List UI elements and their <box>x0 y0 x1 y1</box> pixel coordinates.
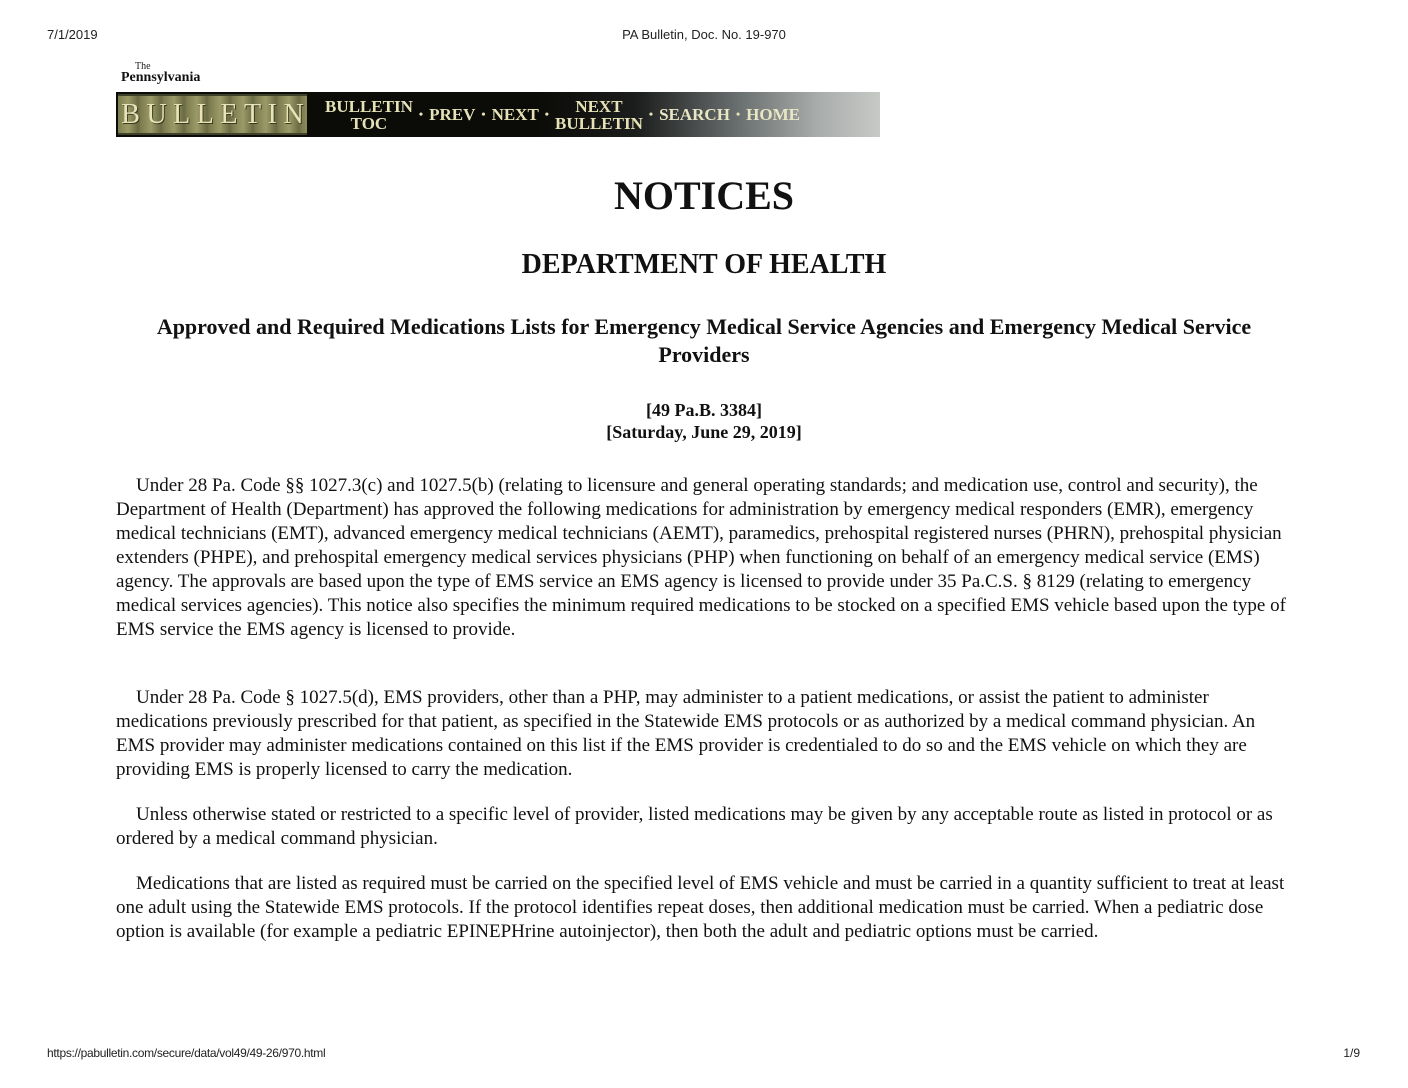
nav-separator-icon: • <box>735 107 741 121</box>
logo-letter: I <box>267 98 277 130</box>
banner-pennsylvania: Pennsylvania <box>121 70 201 85</box>
print-footer-url: https://pabulletin.com/secure/data/vol49/49-26/970.html <box>47 1046 326 1060</box>
nav-separator-icon: • <box>544 107 549 121</box>
banner-masthead <box>121 62 200 85</box>
nav-prev-link[interactable]: PREV <box>429 105 476 124</box>
nav-next-link[interactable]: NEXT <box>491 105 539 124</box>
logo-letter: L <box>173 98 191 130</box>
logo-letter: B <box>121 98 140 130</box>
nav-search-link[interactable]: SEARCH <box>659 105 730 124</box>
banner-the: The <box>135 61 151 72</box>
paragraph: Unless otherwise stated or restricted to a specific level of provider, listed medications may be given by any acceptable route as listed in protocol or as ordered by a medical command physician. <box>116 804 1273 849</box>
notice-title: Approved and Required Medications Lists for Emergency Medical Service Agencies and Emergency Medical Service Providers <box>156 314 1252 367</box>
nav-separator-icon: • <box>648 107 654 121</box>
logo-letter: E <box>220 98 238 130</box>
publication-date: [Saturday, June 29, 2019] <box>606 422 802 442</box>
logo-letter: N <box>283 98 304 130</box>
department-heading: DEPARTMENT OF HEALTH <box>521 249 887 280</box>
section-heading: NOTICES <box>613 173 795 218</box>
nav-next-bulletin-line2: BULLETIN <box>555 113 643 133</box>
nav-bulletin-toc-line1: BULLETIN <box>325 96 413 116</box>
logo-letter: T <box>244 98 262 130</box>
print-footer-page-number: 1/9 <box>1343 1046 1360 1060</box>
citation: [49 Pa.B. 3384] <box>646 400 762 420</box>
nav-separator-icon: • <box>418 107 424 121</box>
bulletin-logo[interactable] <box>118 94 307 135</box>
nav-next-bulletin-line1: NEXT <box>575 96 623 116</box>
print-header-title: PA Bulletin, Doc. No. 19-970 <box>622 27 786 42</box>
bulletin-nav-banner <box>116 92 880 137</box>
nav-home-link[interactable]: HOME <box>746 105 800 124</box>
print-header-date: 7/1/2019 <box>47 27 98 42</box>
nav-bulletin-toc-link[interactable] <box>325 98 413 132</box>
paragraph: Medications that are listed as required must be carried on the specified level of EMS vehicle and must be carried in a quantity sufficient to treat at least one adult using the Statewide EMS protocols. If the protocol identifies repeat doses, then additional medication must be carried. When a pediatric dose option is available (for example a pediatric EPINEPHrine autoinjector), then both the adult and pediatric options must be carried. <box>116 873 1285 942</box>
logo-letter: L <box>196 98 214 130</box>
paragraph: Under 28 Pa. Code § 1027.5(d), EMS providers, other than a PHP, may administer to a patient medications, or assist the patient to administer medications previously prescribed for that patient, as specified in the Statewide EMS protocols or as authorized by a medical command physician. An EMS provider may administer medications contained on this list if the EMS provider is credentialed to do so and the EMS vehicle on which they are providing EMS is properly licensed to carry the medication. <box>116 687 1256 780</box>
nav-next-bulletin-link[interactable] <box>555 98 643 132</box>
nav-separator-icon: • <box>481 107 486 121</box>
logo-letter: U <box>146 98 167 130</box>
citation-block <box>116 399 1292 443</box>
nav-bulletin-toc-line2: TOC <box>350 113 388 133</box>
paragraph: Under 28 Pa. Code §§ 1027.3(c) and 1027.5(b) (relating to licensure and general operating standards; and medication use, control and security), the Department of Health (Department) has approved the following medications for administration by emergency medical responders (EMR), emergency medical technicians (EMT), advanced emergency medical technicians (AEMT), paramedics, prehospital registered nurses (PHRN), prehospital physician extenders (PHPE), and prehospital emergency medical services physicians (PHP) when functioning on behalf of an emergency medical service (EMS) agency. The approvals are based upon the type of EMS service an EMS agency is licensed to provide under 35 Pa.C.S. § 8129 (relating to emergency medical services agencies). This notice also specifies the minimum required medications to be stocked on a specified EMS vehicle based upon the type of EMS service the EMS agency is licensed to provide. <box>116 475 1286 640</box>
bulletin-nav <box>325 98 800 132</box>
